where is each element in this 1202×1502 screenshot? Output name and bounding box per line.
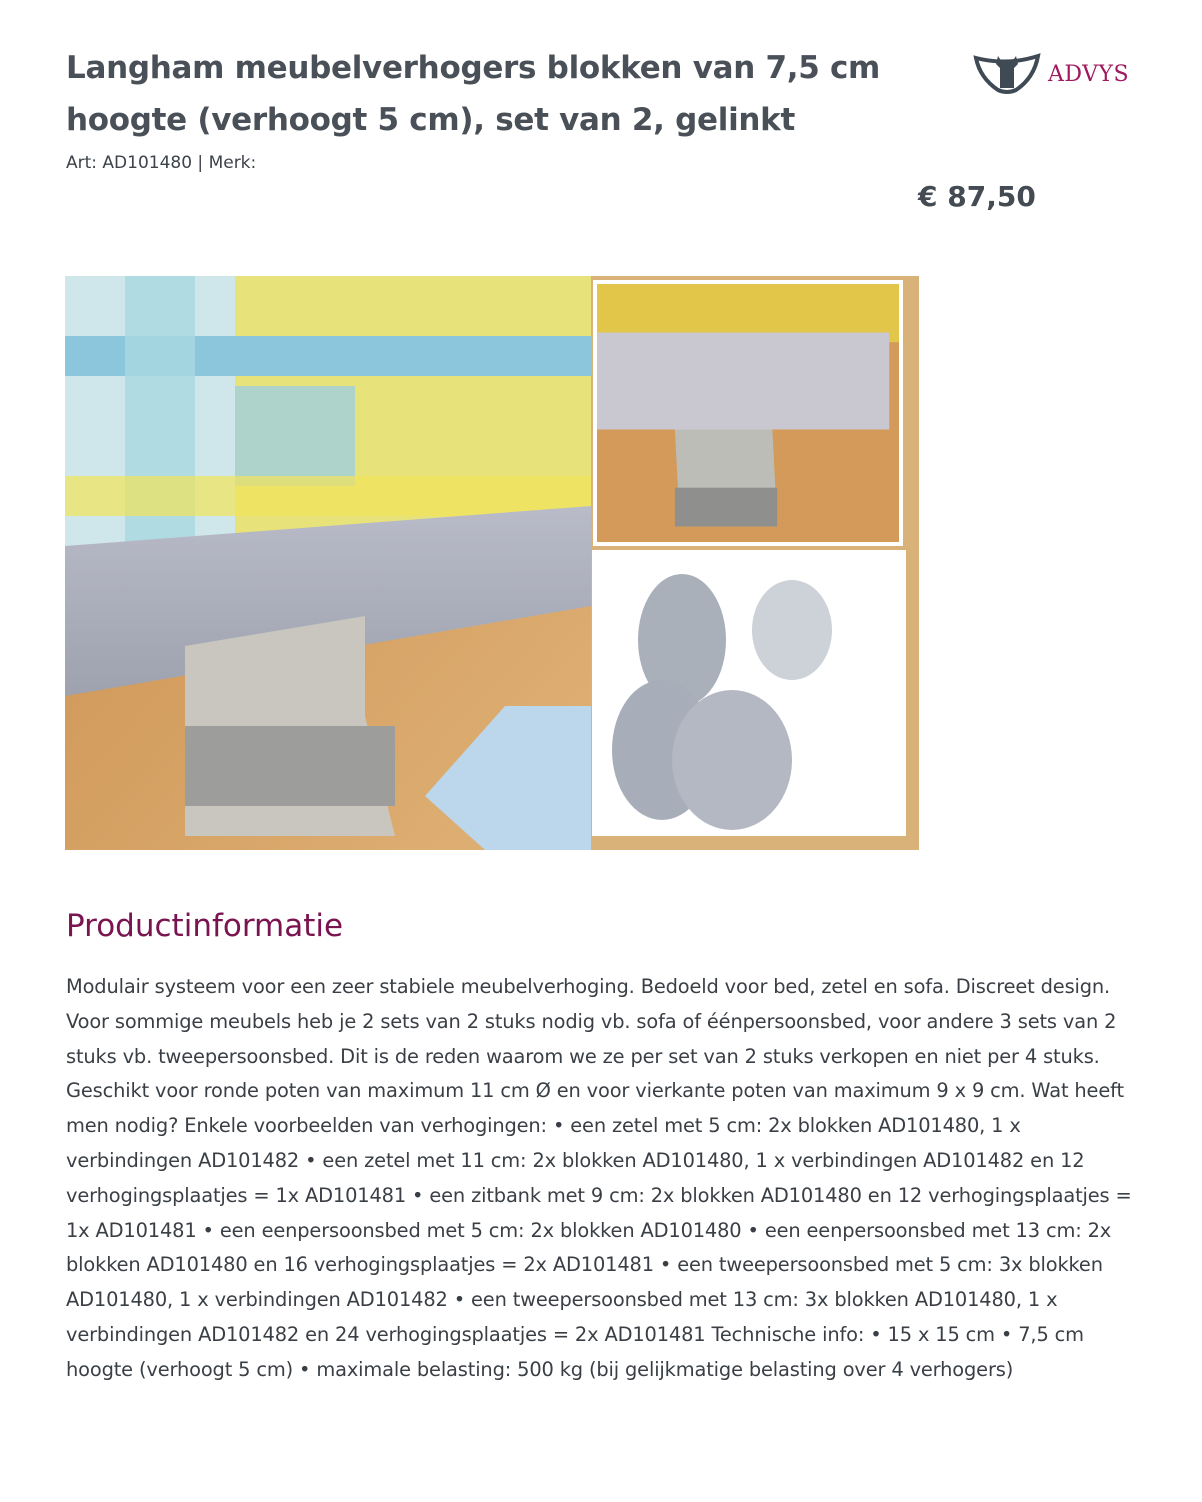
product-price: € 87,50 — [918, 180, 1036, 213]
brand-logo — [972, 50, 1132, 98]
brand-logo-text: ADVYS — [1048, 61, 1130, 87]
product-image-gallery[interactable] — [65, 276, 919, 850]
inset-photo-bed-corner[interactable] — [593, 280, 903, 546]
inset-photo-components[interactable] — [592, 550, 906, 836]
product-meta: Art: AD101480 | Merk: — [66, 153, 257, 173]
advys-logo-icon — [972, 52, 1042, 96]
product-description: Modulair systeem voor een zeer stabiele meubelverhoging. Bedoeld voor bed, zetel en sofa. Discreet design. Voor sommige meubels heb je 2 sets van 2 stuks nodig vb. sofa of éénpersoonsbed, voor andere 3 sets van 2 stuks vb. tweepersoonsbed. Dit is de reden waarom we ze per set van 2 stuks verkopen en niet per 4 stuks. Geschikt voor ronde poten van maximum 11 cm Ø en voor vierkante poten van maximum 9 x 9 cm. Wat heeft men nodig? Enkele voorbeelden van verhogingen: • een zetel met 5 cm: 2x blokken AD101480, 1 x verbindingen AD101482 • een zetel met 11 cm: 2x blokken AD101480, 1 x verbindingen AD101482 en 12 verhogingsplaatjes = 1x AD101481 • een zitbank met 9 cm: 2x blokken AD101480 en 12 verhogingsplaatjes = 1x AD101481 • een eenpersoonsbed met 5 cm: 2x blokken AD101480 • een eenpersoonsbed met 13 cm: 2x blokken AD101480 en 16 verhogingsplaatjes = 2x AD101481 • een tweepersoonsbed met 5 cm: 3x blokken AD101480, 1 x verbindingen AD101482 • een tweepersoonsbed met 13 cm: 3x blokken AD101480, 1 x verbindingen AD101482 en 24 verhogingsplaatjes = 2x AD101481 Technische info: • 15 x 15 cm • 7,5 cm hoogte (verhoogt 5 cm) • maximale belasting: 500 kg (bij gelijkmatige belasting over 4 verhogers) — [66, 975, 1132, 1381]
product-title: Langham meubelverhogers blokken van 7,5 cm hoogte (verhoogt 5 cm), set van 2, gelinkt — [66, 50, 881, 138]
main-product-photo[interactable] — [65, 276, 591, 850]
product-info-heading: Productinformatie — [66, 908, 344, 944]
